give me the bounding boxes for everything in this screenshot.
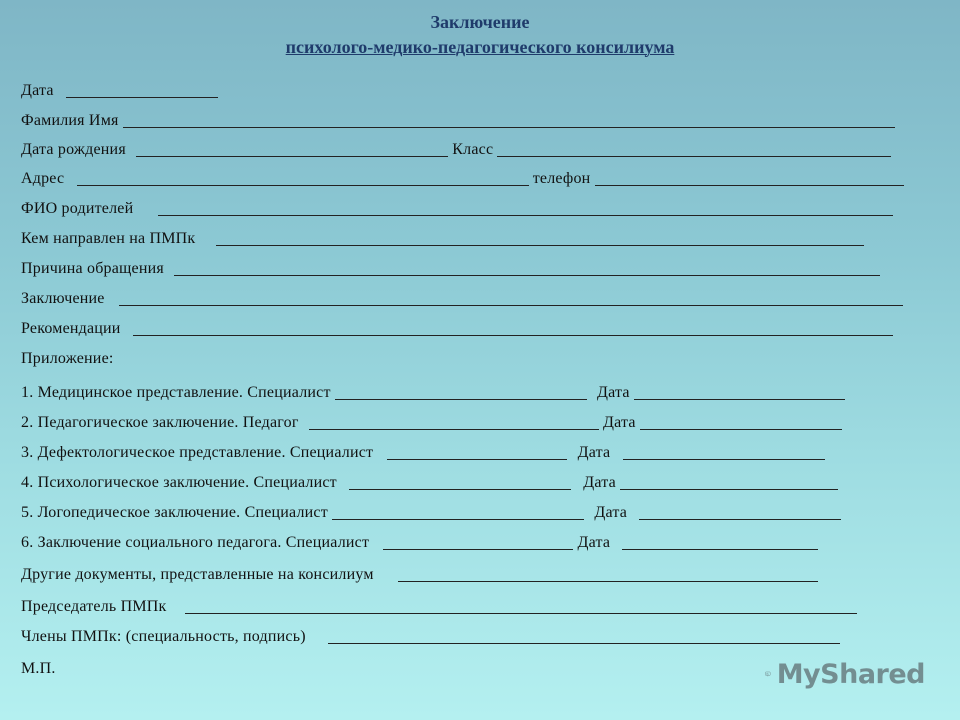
attachment-date-field[interactable] xyxy=(620,473,838,490)
referred-row xyxy=(21,228,864,250)
attachment-date-label: Дата xyxy=(594,504,628,521)
referred-field[interactable] xyxy=(216,229,864,246)
attachment-date-label: Дата xyxy=(603,414,636,431)
recommendations-field[interactable] xyxy=(133,319,893,336)
chairman-field[interactable] xyxy=(185,597,857,614)
watermark-logo xyxy=(765,656,925,692)
birth-field[interactable] xyxy=(136,140,448,157)
attachment-label: 2. Педагогическое заключение. Педагог xyxy=(21,414,299,431)
attachment-date-field[interactable] xyxy=(640,413,842,430)
specialist-field[interactable] xyxy=(383,533,573,550)
date-row xyxy=(21,80,218,102)
parents-row xyxy=(21,198,893,220)
address-row xyxy=(21,168,904,190)
other-docs-field[interactable] xyxy=(398,565,818,582)
attachment-label: 3. Дефектологическое представление. Специалист xyxy=(21,444,374,461)
birth-label: Дата рождения xyxy=(21,141,126,158)
chairman-label: Председатель ПМПк xyxy=(21,598,167,615)
specialist-field[interactable] xyxy=(309,413,599,430)
phone-field[interactable] xyxy=(595,169,904,186)
attachment-label: 1. Медицинское представление. Специалист xyxy=(21,384,331,401)
date-label: Дата xyxy=(21,82,54,99)
reason-row xyxy=(21,258,880,280)
phone-label: телефон xyxy=(532,170,591,187)
seal-label: М.П. xyxy=(21,660,56,677)
attachment-date-label: Дата xyxy=(583,474,616,491)
attachment-date-field[interactable] xyxy=(623,443,825,460)
attachment-row xyxy=(21,502,841,524)
attachment-label: 4. Психологическое заключение. Специалист xyxy=(21,474,337,491)
other-docs-label: Другие документы, представленные на консилиум xyxy=(21,566,374,583)
document-title xyxy=(0,10,960,60)
specialist-field[interactable] xyxy=(335,383,587,400)
other-docs-row xyxy=(21,564,818,586)
reason-label: Причина обращения xyxy=(21,260,164,277)
attachment-row xyxy=(21,442,825,464)
attachment-row xyxy=(21,532,818,554)
address-field[interactable] xyxy=(77,169,529,186)
parents-label: ФИО родителей xyxy=(21,200,134,217)
attachment-row xyxy=(21,382,845,404)
title-line-2: психолого-медико-педагогического консилиума xyxy=(285,37,675,57)
specialist-field[interactable] xyxy=(349,473,571,490)
name-row xyxy=(21,110,895,132)
referred-label: Кем направлен на ПМПк xyxy=(21,230,196,247)
attachments-heading xyxy=(21,348,114,370)
conclusion-field[interactable] xyxy=(119,289,903,306)
attachment-date-field[interactable] xyxy=(634,383,845,400)
specialist-field[interactable] xyxy=(387,443,567,460)
attachment-row xyxy=(21,412,842,434)
title-line-1: Заключение xyxy=(430,12,530,32)
conclusion-label: Заключение xyxy=(21,290,105,307)
watermark-text: MyShared xyxy=(776,658,925,690)
attachment-row xyxy=(21,472,838,494)
birth-class-row xyxy=(21,139,891,161)
class-field[interactable] xyxy=(497,140,891,157)
attachment-label: 6. Заключение социального педагога. Специалист xyxy=(21,534,370,551)
attachment-date-field[interactable] xyxy=(639,503,841,520)
parents-field[interactable] xyxy=(158,199,893,216)
members-label: Члены ПМПк: (специальность, подпись) xyxy=(21,628,306,645)
name-label: Фамилия Имя xyxy=(21,112,119,129)
attachment-date-label: Дата xyxy=(577,444,611,461)
recommendations-label: Рекомендации xyxy=(21,320,121,337)
attachment-date-label: Дата xyxy=(577,534,611,551)
recommendations-row xyxy=(21,318,893,340)
reason-field[interactable] xyxy=(174,259,880,276)
attachments-label: Приложение: xyxy=(21,350,114,367)
date-field[interactable] xyxy=(66,81,218,98)
attachment-label: 5. Логопедическое заключение. Специалист xyxy=(21,504,328,521)
members-row xyxy=(21,626,840,648)
address-label: Адрес xyxy=(21,170,65,187)
attachment-date-field[interactable] xyxy=(622,533,818,550)
conclusion-row xyxy=(21,288,903,310)
seal-row xyxy=(21,658,56,680)
class-label: Класс xyxy=(452,141,494,158)
presentation-icon xyxy=(765,656,771,692)
name-field[interactable] xyxy=(123,111,895,128)
chairman-row xyxy=(21,596,857,618)
attachment-date-label: Дата xyxy=(597,384,630,401)
members-field[interactable] xyxy=(328,627,840,644)
specialist-field[interactable] xyxy=(332,503,584,520)
